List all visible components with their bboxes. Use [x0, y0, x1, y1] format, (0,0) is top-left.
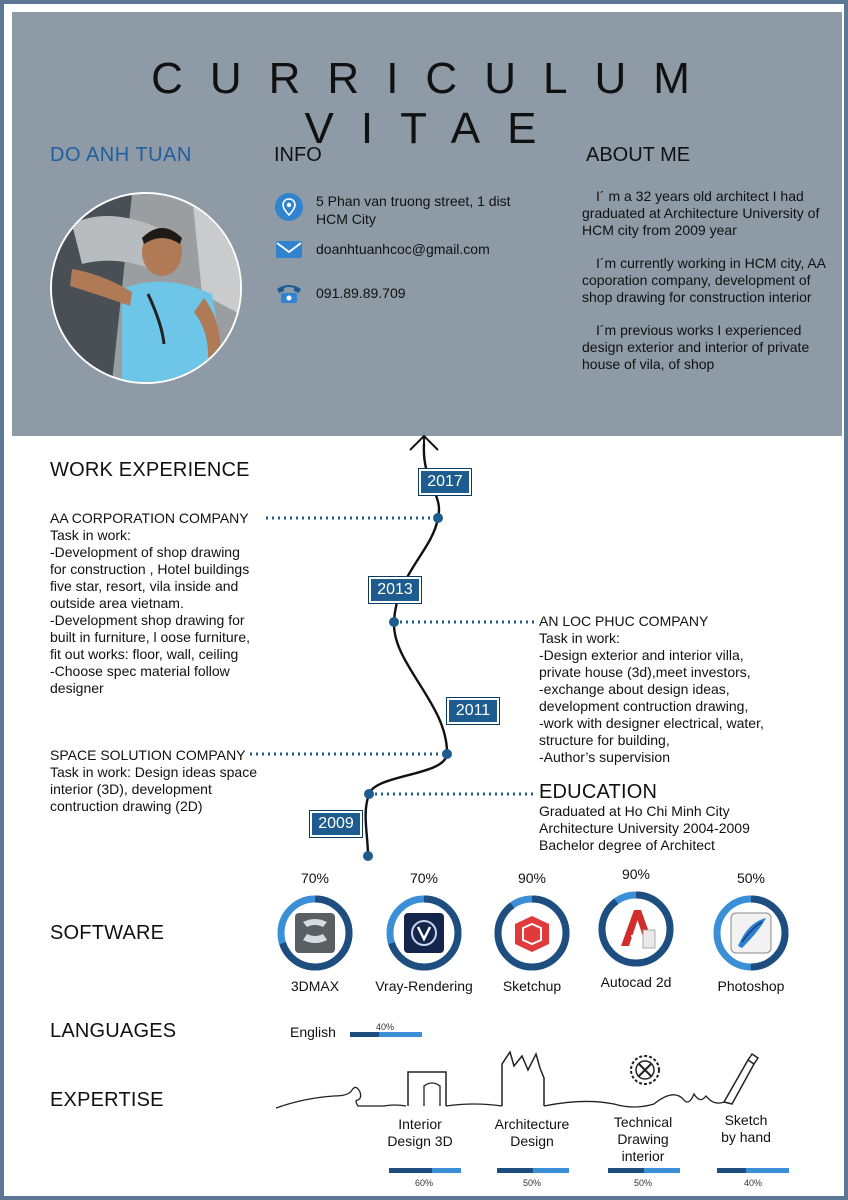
- software-ring: [712, 894, 790, 972]
- language-english-bar: [350, 1032, 422, 1037]
- expertise-technical-drawing: [600, 1114, 686, 1165]
- phone-text[interactable]: 091.89.89.709: [316, 285, 406, 301]
- year-2013: 2013: [368, 576, 422, 604]
- software-percent: 70%: [409, 870, 439, 886]
- expertise-skyline-sketch: [274, 1048, 794, 1118]
- software-percent: 90%: [621, 866, 651, 882]
- software-heading: SOFTWARE: [50, 922, 165, 944]
- aa-line: Task in work:: [50, 527, 131, 543]
- education-block: [539, 803, 829, 854]
- anloc-line: -exchange about design ideas,: [539, 681, 730, 697]
- anloc-line: -Author’s supervision: [539, 749, 670, 765]
- aa-line: five star, resort, vila inside and: [50, 578, 239, 594]
- software-ring: [597, 890, 675, 968]
- expertise-label-line: Design 3D: [387, 1133, 453, 1149]
- anloc-line: -work with designer electrical, water,: [539, 715, 764, 731]
- languages-heading: LANGUAGES: [50, 1020, 177, 1042]
- year-2011: 2011: [446, 697, 500, 725]
- expertise-label-line: by hand: [721, 1129, 771, 1145]
- language-english-percent: 40%: [376, 1022, 395, 1032]
- anloc-line: Task in work:: [539, 630, 620, 646]
- expertise-bar: [497, 1168, 569, 1173]
- sketchup-icon: [515, 916, 549, 952]
- space-solution-block: [50, 747, 290, 815]
- person-name: DO ANH TUAN: [50, 144, 192, 166]
- expertise-heading: EXPERTISE: [50, 1089, 164, 1111]
- aa-line: -Choose spec material follow: [50, 663, 230, 679]
- space-line: contruction drawing (2D): [50, 798, 203, 814]
- expertise-bar: [608, 1168, 680, 1173]
- aa-corporation-block: [50, 510, 290, 697]
- software-percent: 90%: [517, 870, 547, 886]
- expertise-label-line: Sketch: [724, 1112, 768, 1128]
- software-item-photoshop: [713, 870, 789, 994]
- expertise-bar: [717, 1168, 789, 1173]
- expertise-bar-fill: [608, 1168, 644, 1173]
- gear-wrench-icon: [631, 1056, 659, 1084]
- aa-line: outside area vietnam.: [50, 595, 184, 611]
- software-name: Photoshop: [717, 978, 785, 994]
- work-experience-heading: WORK EXPERIENCE: [50, 459, 250, 481]
- software-name: Autocad 2d: [600, 974, 672, 990]
- space-line: Task in work: Design ideas space: [50, 764, 257, 780]
- photoshop-icon: [731, 913, 771, 953]
- expertise-architecture-design: [484, 1116, 580, 1150]
- anloc-company-name: AN LOC PHUC COMPANY: [539, 613, 709, 629]
- anloc-line: -Design exterior and interior villa,: [539, 647, 744, 663]
- expertise-sketch-by-hand: [708, 1112, 784, 1146]
- software-name: Sketchup: [502, 978, 562, 994]
- anloc-line: private house (3d),meet investors,: [539, 664, 751, 680]
- info-heading: INFO: [274, 144, 322, 166]
- aa-line: built in furniture, l oose furniture,: [50, 629, 250, 645]
- education-line: Bachelor degree of Architect: [539, 837, 715, 853]
- aa-line: fit out works: floor, wall, ceiling: [50, 646, 239, 662]
- about-paragraph-1: I´ m a 32 years old architect I had graduated at Architecture University of HCM city from 2009 year: [582, 188, 820, 238]
- vray-icon: [404, 913, 444, 953]
- expertise-percent: 60%: [415, 1178, 434, 1188]
- software-ring: [493, 894, 571, 972]
- pencil-sketch-icon: [724, 1060, 754, 1104]
- language-english-label: English: [290, 1024, 336, 1040]
- software-ring: [276, 894, 354, 972]
- expertise-bar-fill: [717, 1168, 746, 1173]
- about-heading: ABOUT ME: [586, 144, 691, 166]
- expertise-label-line: Technical: [613, 1114, 673, 1130]
- address-line-2: HCM City: [316, 211, 376, 227]
- aa-line: -Development shop drawing for: [50, 612, 245, 628]
- expertise-percent: 40%: [744, 1178, 763, 1188]
- space-company-name: SPACE SOLUTION COMPANY: [50, 747, 246, 763]
- an-loc-phuc-block: [539, 613, 829, 766]
- about-paragraph-2: I´m currently working in HCM city, AA coporation company, development of shop drawing for construction interior: [582, 255, 826, 305]
- expertise-bar-fill: [497, 1168, 533, 1173]
- anloc-line: development contruction drawing,: [539, 698, 749, 714]
- year-2009: 2009: [309, 810, 363, 838]
- space-line: interior (3D), development: [50, 781, 212, 797]
- expertise-bar-fill: [389, 1168, 432, 1173]
- expertise-bar: [389, 1168, 461, 1173]
- software-name: 3DMAX: [290, 978, 340, 994]
- expertise-label-line: Design: [510, 1133, 554, 1149]
- software-percent: 50%: [736, 870, 766, 886]
- building-sketch-icon: [502, 1052, 544, 1106]
- education-line: Architecture University 2004-2009: [539, 820, 750, 836]
- education-heading: EDUCATION: [539, 781, 658, 803]
- expertise-interior-design: [380, 1116, 460, 1150]
- language-english-bar-fill: [350, 1032, 379, 1037]
- expertise-percent: 50%: [523, 1178, 542, 1188]
- aa-line: designer: [50, 680, 104, 696]
- software-item-vray: [375, 870, 473, 994]
- expertise-label-line: Drawing: [617, 1131, 669, 1147]
- year-2017: 2017: [418, 468, 472, 496]
- expertise-label-line: Interior: [398, 1116, 442, 1132]
- aa-line: -Development of shop drawing: [50, 544, 240, 560]
- anloc-line: structure for building,: [539, 732, 670, 748]
- expertise-label-line: Architecture: [494, 1116, 570, 1132]
- aa-line: for construction , Hotel buildings: [50, 561, 250, 577]
- expertise-percent: 50%: [634, 1178, 653, 1188]
- page-title: CURRICULUM VITAE: [151, 54, 717, 153]
- aa-company-name: AA CORPORATION COMPANY: [50, 510, 249, 526]
- address-line-1: 5 Phan van truong street, 1 dist: [316, 193, 511, 209]
- autocad-icon: [621, 910, 655, 948]
- about-paragraph-3: I´m previous works I experienced design exterior and interior of private house of vila, of shop: [582, 322, 810, 372]
- software-percent: 70%: [300, 870, 330, 886]
- software-name: Vray-Rendering: [375, 978, 473, 994]
- software-item-autocad: [598, 866, 674, 990]
- email-text[interactable]: doanhtuanhcoc@gmail.com: [316, 241, 490, 257]
- software-item-3dmax: [277, 870, 353, 994]
- education-line: Graduated at Ho Chi Minh City: [539, 803, 730, 819]
- software-ring: [385, 894, 463, 972]
- 3dmax-icon: [295, 913, 335, 953]
- expertise-label-line: interior: [621, 1148, 665, 1164]
- software-item-sketchup: [494, 870, 570, 994]
